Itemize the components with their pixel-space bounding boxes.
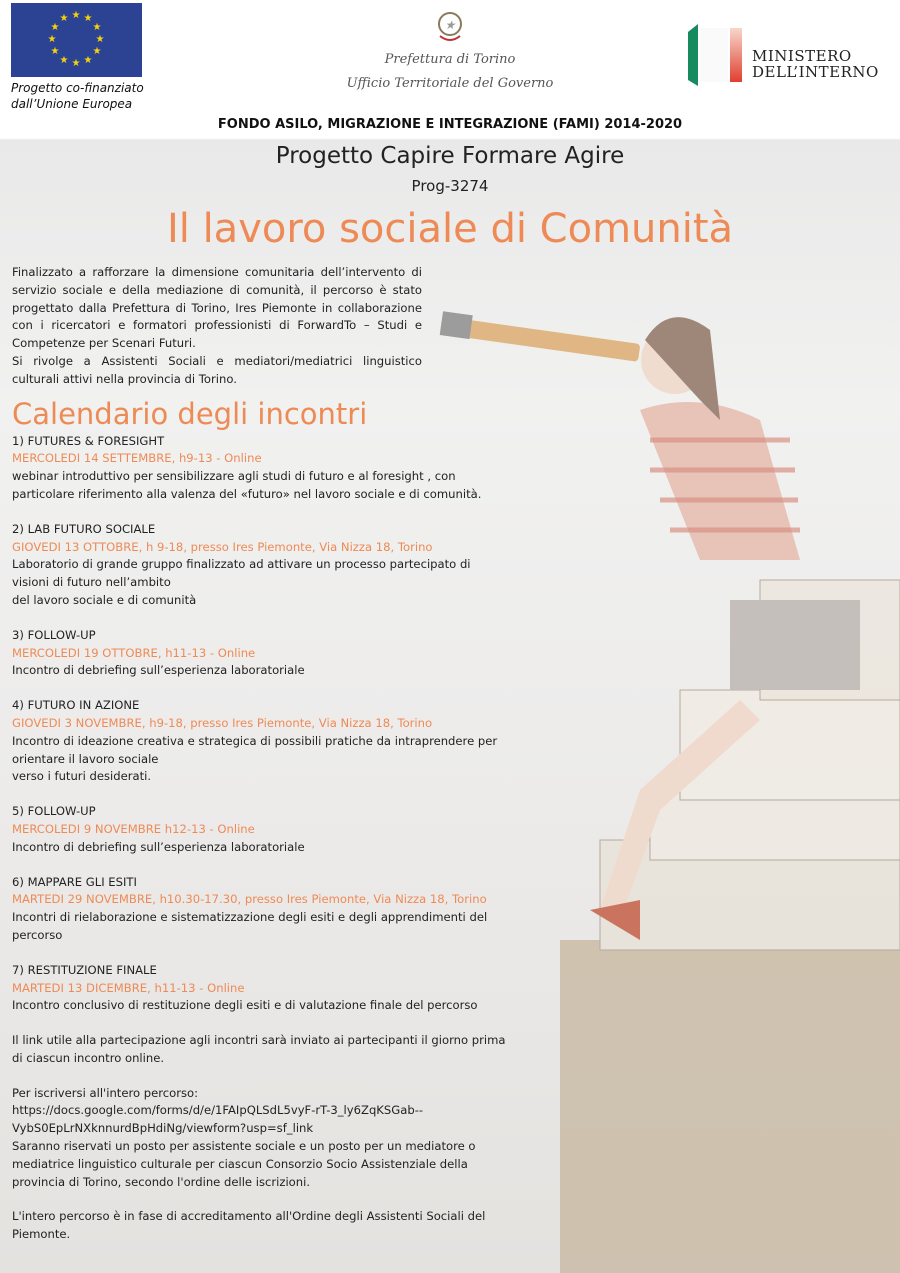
session-item [12, 697, 532, 786]
session-item [12, 874, 532, 945]
main-title: Il lavoro sociale di Comunità [166, 206, 734, 252]
eu-caption-line: dall’Unione Europea [11, 97, 133, 111]
session-title: 6) MAPPARE GLI ESITI [12, 874, 137, 889]
prefettura-line: Prefettura di Torino [384, 52, 516, 67]
svg-text:★: ★ [71, 10, 81, 21]
session-desc: Incontri di rielaborazione e sistematizzazione degli esiti e degli apprendimenti del [12, 910, 488, 925]
session-date: GIOVEDI 3 NOVEMBRE, h9-18, presso Ires Piemonte, Via Nizza 18, Torino [12, 715, 433, 730]
intro-paragraph: Si rivolge a Assistenti Sociali e mediatori/mediatrici linguistico culturali attivi nella provincia di Torino. [12, 353, 422, 386]
eu-flag-logo [11, 3, 142, 77]
reserved-note: Saranno riservati un posto per assistente sociale e un posto per un mediatore o [12, 1139, 476, 1154]
session-item [12, 433, 532, 504]
link-note: di ciascun incontro online. [12, 1050, 165, 1065]
header [0, 0, 900, 138]
prefettura-line: Ufficio Territoriale del Governo [346, 76, 554, 91]
session-date: GIOVEDI 13 OTTOBRE, h 9-18, presso Ires Piemonte, Via Nizza 18, Torino [12, 539, 433, 554]
session-title: 4) FUTURO IN AZIONE [12, 698, 140, 713]
content-column [12, 264, 532, 1244]
ministero-line: MINISTERO [752, 47, 852, 65]
project-code: Prog-3274 [411, 177, 489, 195]
session-desc: Laboratorio di grande gruppo finalizzato ad attivare un processo partecipato di [12, 557, 471, 572]
prefettura-logo [330, 10, 570, 96]
svg-text:★: ★ [59, 55, 69, 66]
svg-text:★: ★ [92, 46, 102, 57]
svg-text:★: ★ [95, 34, 105, 45]
session-desc: del lavoro sociale e di comunità [12, 592, 197, 607]
session-desc: percorso [12, 927, 63, 942]
session-item [12, 627, 532, 680]
session-desc: Incontro conclusivo di restituzione degli esiti e di valutazione finale del percorso [12, 998, 478, 1013]
svg-text:★: ★ [50, 22, 60, 33]
svg-text:★: ★ [92, 22, 102, 33]
session-item [12, 521, 532, 610]
link-note: Il link utile alla partecipazione agli incontri sarà inviato ai partecipanti il giorno prima [12, 1033, 506, 1048]
session-date: MERCOLEDI 19 OTTOBRE, h11-13 - Online [12, 645, 256, 660]
signup-label: Per iscriversi all'intero percorso: [12, 1085, 199, 1100]
ministero-line: DELL’INTERNO [752, 63, 879, 81]
accreditation-note: L'intero percorso è in fase di accreditamento all'Ordine degli Assistenti Sociali del [12, 1209, 486, 1224]
session-title: 2) LAB FUTURO SOCIALE [12, 521, 156, 536]
session-desc: verso i futuri desiderati. [12, 769, 152, 784]
session-title: 7) RESTITUZIONE FINALE [12, 962, 157, 977]
svg-text:★: ★ [50, 46, 60, 57]
svg-text:★: ★ [83, 55, 93, 66]
session-desc: visioni di futuro nell’ambito [12, 575, 171, 590]
session-desc: Incontro di debriefing sull’esperienza laboratoriale [12, 839, 305, 854]
italian-emblem-icon [436, 10, 464, 44]
session-title: 3) FOLLOW-UP [12, 627, 96, 642]
ministero-flag-logo [688, 24, 744, 86]
eu-caption [11, 80, 144, 112]
svg-text:★: ★ [47, 34, 57, 45]
svg-text:★: ★ [59, 13, 69, 24]
ministero-text [752, 48, 879, 80]
session-desc: webinar introduttivo per sensibilizzare agli studi di futuro e al foresight , con [12, 469, 456, 484]
session-date: MARTEDI 29 NOVEMBRE, h10.30-17.30, presso Ires Piemonte, Via Nizza 18, Torino [12, 892, 487, 907]
signup-link[interactable]: https://docs.google.com/forms/d/e/1FAIpQLSdL5vyF-rT-3_ly6ZqKSGab-- [12, 1103, 424, 1118]
session-item [12, 803, 532, 856]
intro-paragraph: Finalizzato a rafforzare la dimensione comunitaria dell’intervento di servizio sociale e della mediazione di comunità, il percorso è stato progettato dalla Prefettura di Torino, Ires Piemonte in collaborazione con i ricercatori e formatori professionisti di ForwardTo – Studi e Competenze per Scenari Futuri. [12, 265, 422, 351]
session-desc: Incontro di debriefing sull’esperienza laboratoriale [12, 663, 305, 678]
fund-title: FONDO ASILO, MIGRAZIONE E INTEGRAZIONE (FAMI) 2014-2020 [217, 117, 683, 132]
svg-text:★: ★ [444, 18, 456, 32]
reserved-note: provincia di Torino, secondo l'ordine delle iscrizioni. [12, 1174, 311, 1189]
accreditation-note: Piemonte. [12, 1227, 71, 1242]
signup-link[interactable]: VybS0EpLrNXknnurdBpHdiNg/viewform?usp=sf_link [12, 1121, 314, 1136]
session-desc: Incontro di ideazione creativa e strategica di possibili pratiche da intraprendere per [12, 733, 498, 748]
svg-text:★: ★ [71, 58, 81, 69]
svg-text:★: ★ [83, 13, 93, 24]
session-desc: orientare il lavoro sociale [12, 751, 159, 766]
session-title: 5) FOLLOW-UP [12, 804, 96, 819]
reserved-note: mediatrice linguistico culturale per ciascun Consorzio Socio Assistenziale della [12, 1156, 468, 1171]
session-desc: particolare riferimento alla valenza del «futuro» nel lavoro sociale e di comunità. [12, 486, 482, 501]
session-date: MARTEDI 13 DICEMBRE, h11-13 - Online [12, 980, 245, 995]
calendar-heading: Calendario degli incontri [12, 396, 368, 431]
eu-caption-line: Progetto co-finanziato [11, 81, 144, 95]
session-date: MERCOLEDI 9 NOVEMBRE h12-13 - Online [12, 821, 255, 836]
session-item [12, 962, 532, 1015]
project-title: Progetto Capire Formare Agire [275, 143, 625, 169]
session-date: MERCOLEDI 14 SETTEMBRE, h9-13 - Online [12, 451, 262, 466]
session-title: 1) FUTURES & FORESIGHT [12, 433, 165, 448]
